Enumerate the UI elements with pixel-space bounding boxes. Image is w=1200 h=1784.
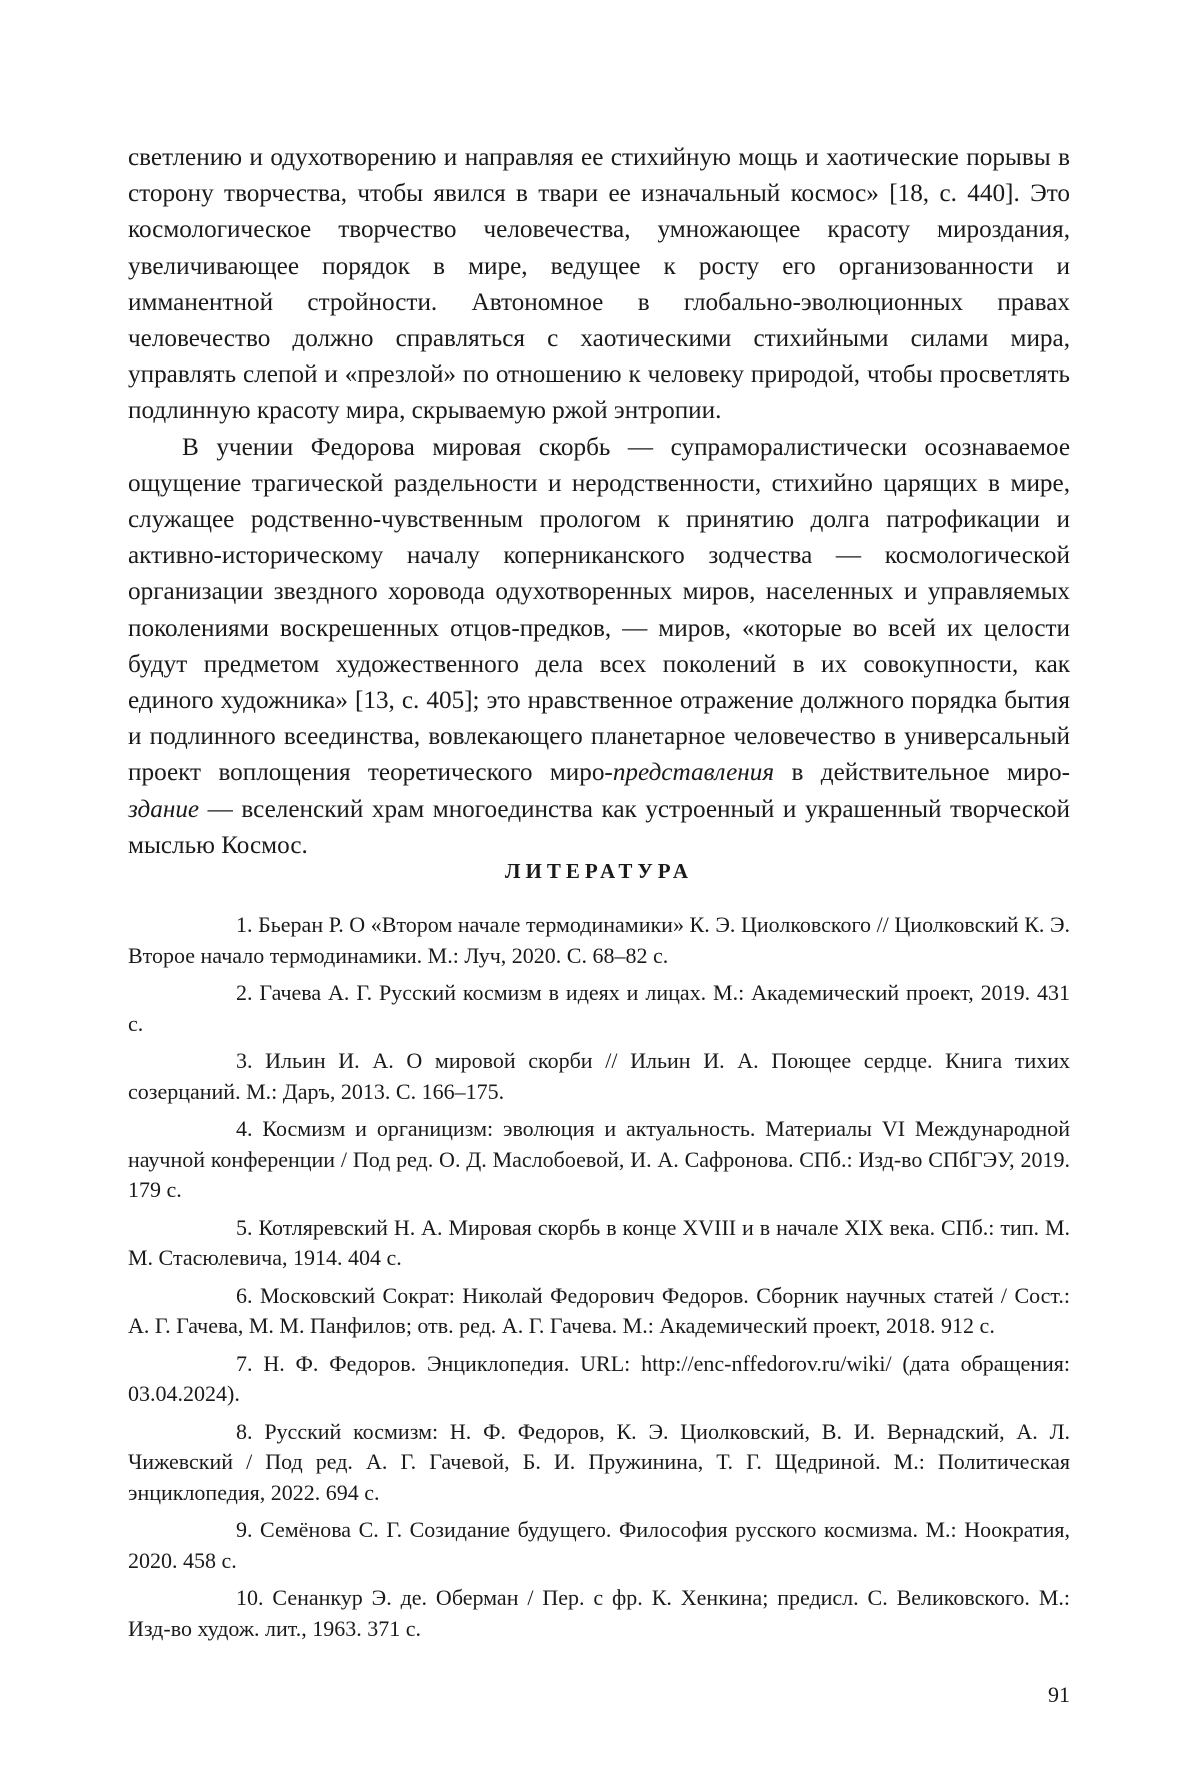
reference-number: 3. xyxy=(236,1048,253,1073)
reference-number: 4. xyxy=(236,1116,253,1141)
reference-text: Гачева А. Г. Русский космизм в идеях и лицах. М.: Академический проект, 2019. 431 с. xyxy=(128,980,1071,1036)
reference-text: Ильин И. А. О мировой скорби // Ильин И. А. Поющее сердце. Книга тихих созерцаний. М.: Даръ, 2013. С. 166–175. xyxy=(128,1048,1070,1104)
reference-text: Бьеран Р. О «Втором начале термодинамики» К. Э. Циолковского // Циолковский К. Э. Второе начало термодинамики. М.: Луч, 2020. С. 68–82 с. xyxy=(128,912,1071,968)
reference-number: 8. xyxy=(236,1418,253,1444)
references-heading: ЛИТЕРАТУРА xyxy=(504,859,694,883)
paragraph-1: светлению и одухотворению и направляя ее стихийную мощь и хаотические порывы в сторону творчества, чтобы явился в твари ее изначальный космос» [18, с. 440]. Это космологическое творчество человечества, умножающее красоту мироздания, увеличивающее порядок в мире, ведущее к росту его организованности и имманентной стройности. Автономное в глобально-эволюционных правах человечество должно справляться с хаотическими стихийными силами мира, управлять слепой и «презлой» по отношению к человеку природой, чтобы просветлять подлинную красоту мира, скрываемую ржой энтропии. xyxy=(128,144,1070,425)
reference-text: Русский космизм: Н. Ф. Федоров, К. Э. Циолковский, В. И. Вернадский, А. Л. Чижевский / Под ред. А. Г. Гачевой, Б. И. Пружинина, Т. Г. Щедриной. М.: Политическая энциклопедия, 2022. 694 с. xyxy=(128,1418,1071,1505)
reference-number: 6. xyxy=(236,1282,253,1308)
reference-item xyxy=(128,1213,1070,1274)
paragraph-2 xyxy=(128,430,1070,864)
reference-item xyxy=(128,910,1070,971)
reference-item xyxy=(128,1114,1070,1206)
reference-text: Н. Ф. Федоров. Энциклопедия. URL: http://enc-nffedorov.ru/wiki/ (дата обращения: 03.04.2024). xyxy=(128,1350,1071,1406)
reference-item xyxy=(128,1349,1070,1410)
page-number: 91 xyxy=(1048,1682,1070,1707)
reference-item xyxy=(128,1281,1070,1342)
reference-item xyxy=(128,978,1070,1039)
references-list xyxy=(128,910,1070,1651)
reference-item xyxy=(128,1046,1070,1107)
paragraph-2-italic-b: здание xyxy=(128,795,200,823)
reference-number: 9. xyxy=(236,1517,253,1542)
reference-number: 1. xyxy=(236,912,253,937)
paragraph-2-text-a: В учении Федорова мировая скорбь — супраморалистически осознаваемое ощущение трагической раздельности и неродственности, стихийно царящих в мире, служащее родственно-чувственным прологом к принятию долга патрофикации и активно-историческому началу коперниканского зодчества — космологической организации звездного хоровода одухотворенных миров, населенных и управляемых поколениями воскрешенных отцов-предков, — миров, «которые во всей их целости будут предметом художественного дела всех поколений в их совокупности, как единого художника» [13, с. 405]; это нравственное отражение должного порядка бытия и подлинного всеединства, вовлекающего планетарное человечество в универсальный проект воплощения теоретического миро- xyxy=(128,433,1070,787)
main-text xyxy=(128,140,1070,864)
reference-text: Московский Сократ: Николай Федорович Федоров. Сборник научных статей / Сост.: А. Г. Гачева, М. М. Панфилов; отв. ред. А. Г. Гачева. М.: Академический проект, 2018. 912 с. xyxy=(128,1282,1071,1338)
reference-number: 2. xyxy=(236,980,253,1005)
reference-text: Котляревский Н. А. Мировая скорбь в конце XVIII и в начале XIX века. СПб.: тип. М. М. Стасюлевича, 1914. 404 с. xyxy=(128,1214,1070,1270)
reference-text: Семёнова С. Г. Созидание будущего. Философия русского космизма. М.: Ноократия, 2020. 458 с. xyxy=(128,1517,1070,1573)
reference-number: 7. xyxy=(236,1350,253,1376)
paragraph-2-italic-a: представления xyxy=(612,759,775,787)
paragraph-2-text-c: — вселенский храм многоединства как устроенный и украшенный творческой мыслью Космос. xyxy=(128,795,1070,859)
reference-item xyxy=(128,1583,1070,1644)
reference-number: 10. xyxy=(236,1585,264,1610)
reference-text: Сенанкур Э. де. Оберман / Пер. с фр. К. Хенкина; предисл. С. Великовского. М.: Изд-во худож. лит., 1963. 371 с. xyxy=(128,1585,1070,1641)
reference-item xyxy=(128,1515,1070,1576)
reference-item xyxy=(128,1417,1070,1509)
paragraph-2-text-b: в действительное миро- xyxy=(774,759,1070,787)
reference-number: 5. xyxy=(236,1214,253,1240)
reference-text: Космизм и органицизм: эволюция и актуальность. Материалы VI Международной научной конференции / Под ред. О. Д. Маслобоевой, И. А. Сафронова. СПб.: Изд-во СПбГЭУ, 2019. 179 с. xyxy=(128,1116,1071,1202)
